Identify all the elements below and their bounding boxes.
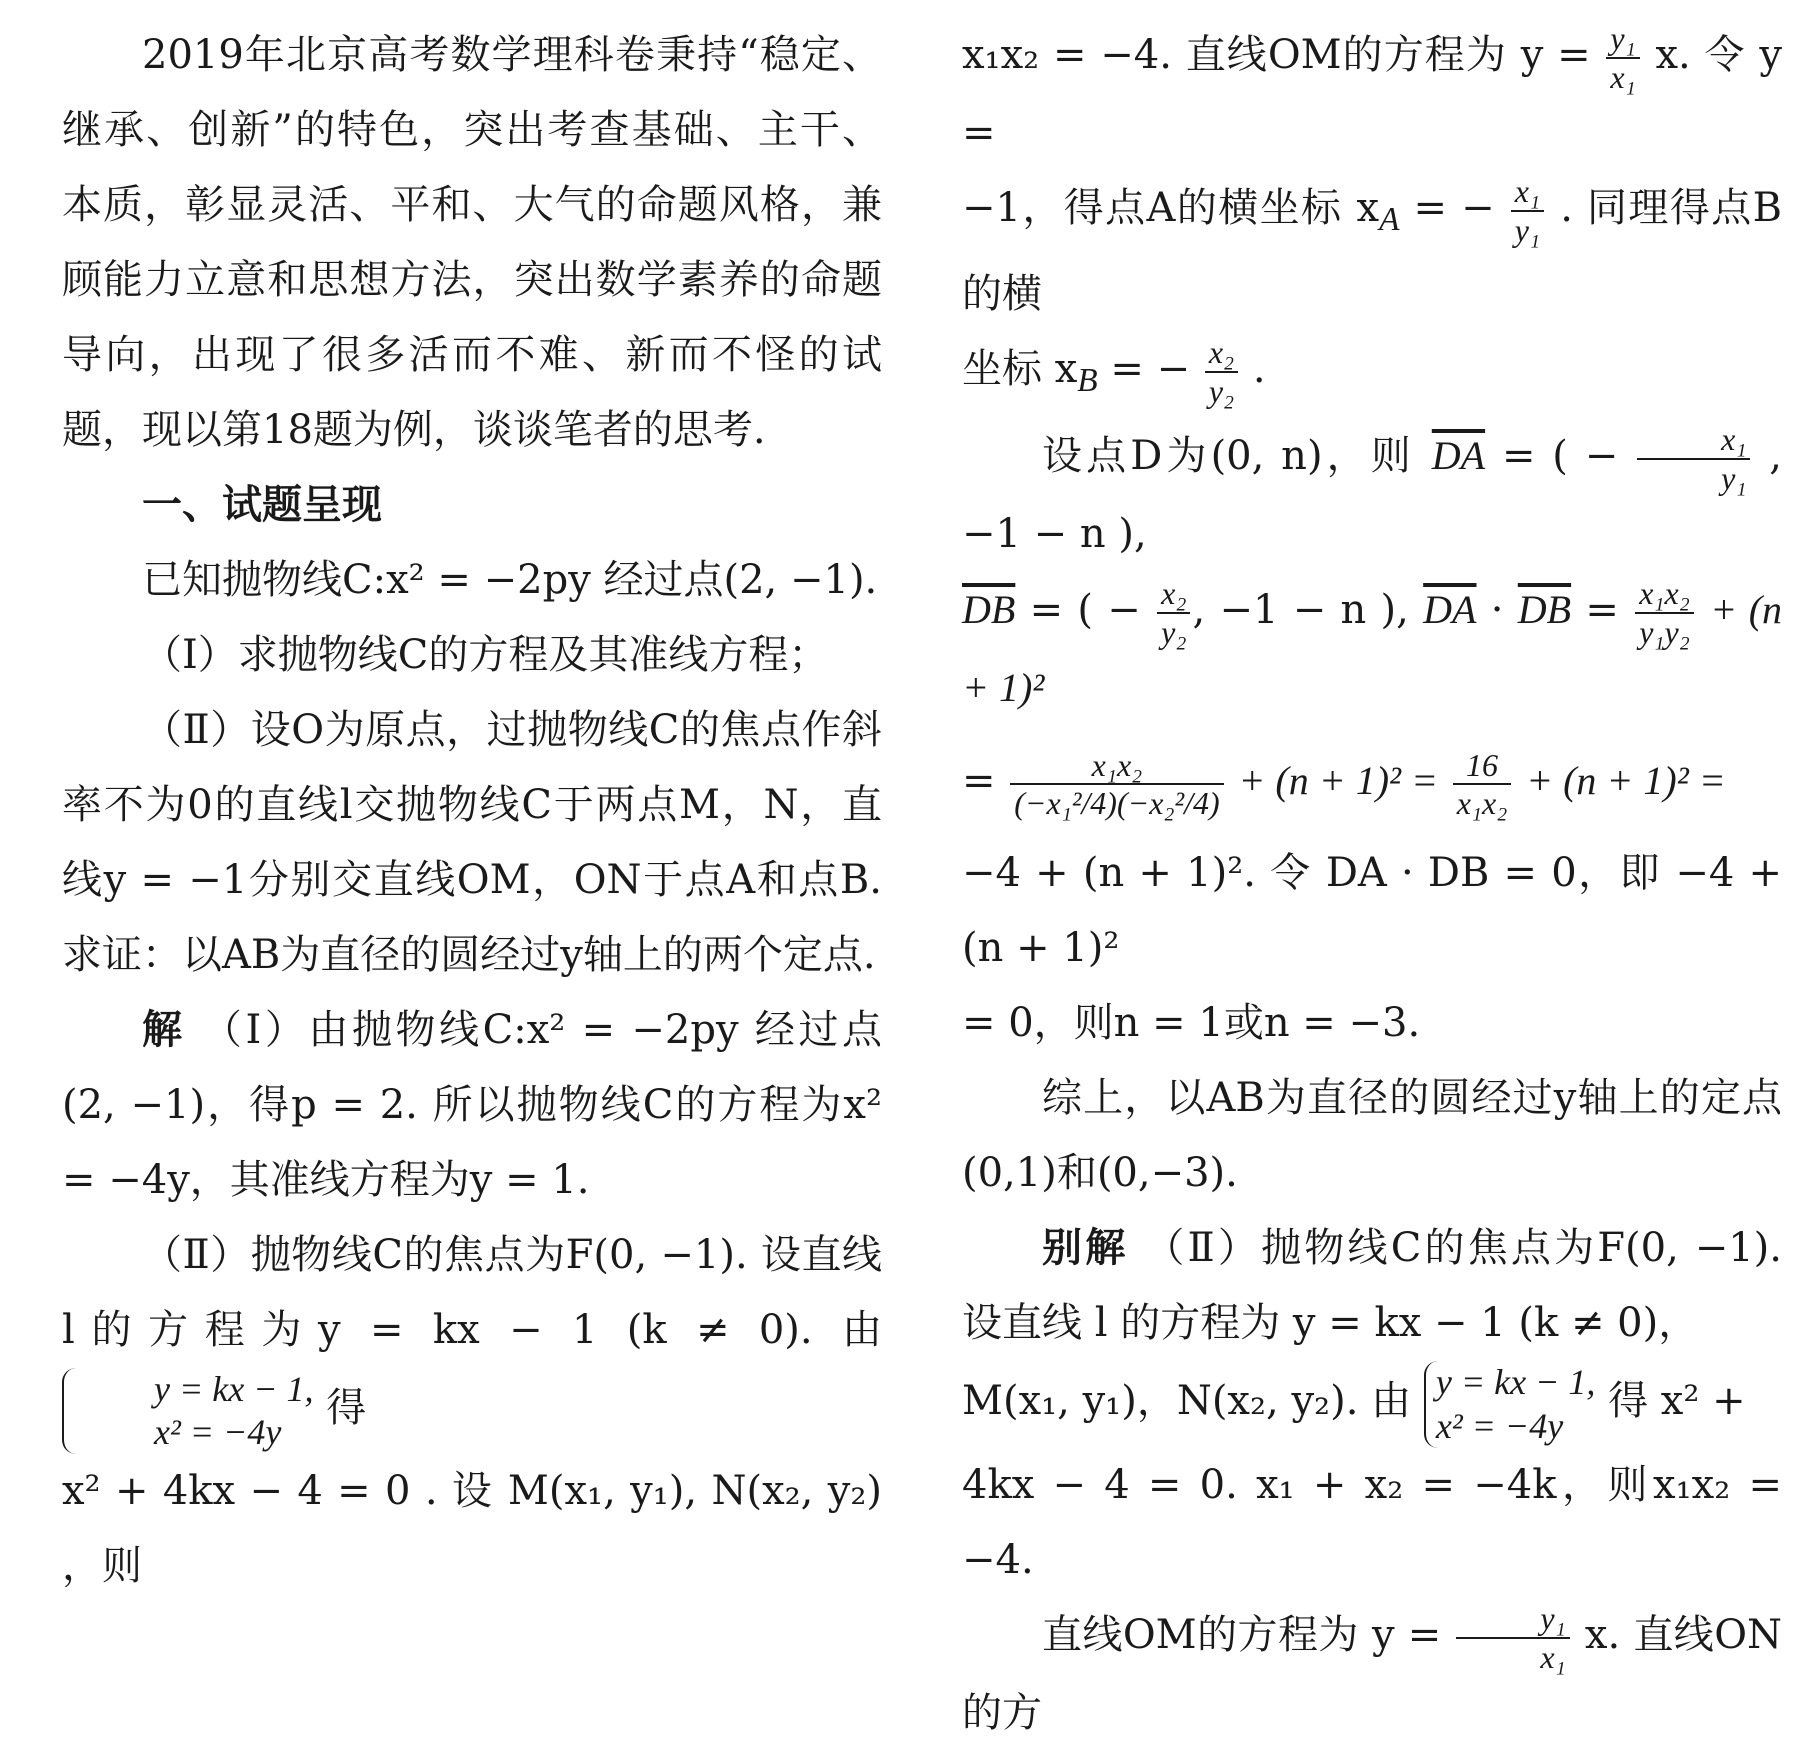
right-line-4 xyxy=(962,418,1782,572)
problem-part-2: （Ⅱ）设O为原点，过抛物线C的焦点作斜率不为0的直线l交抛物线C于两点M，N，直线y = −1分别交直线OM，ON于点A和点B.求证：以AB为直径的圆经过y轴上的两个定点. xyxy=(62,707,882,978)
vector-da: $\overline{DA}$ xyxy=(1431,432,1486,478)
right-line-6-text-b: + (n + 1)² = xyxy=(1238,758,1438,804)
fraction-y1-over-x1 xyxy=(1606,20,1639,96)
fraction-x1-over-y1 xyxy=(1511,173,1544,249)
right-line-1 xyxy=(962,18,1782,171)
solution-part-2 xyxy=(62,1218,882,1454)
right-line-3-text-b: = − xyxy=(1097,345,1191,392)
vector-db: $\overline{DB}$ xyxy=(1517,586,1572,632)
fraction-numerator: y₁ xyxy=(1606,20,1639,59)
solution-part-1 xyxy=(62,993,882,1218)
alt-line-4-text-a: 直线OM的方程为 y = xyxy=(1042,1611,1442,1658)
fraction-numerator: x₁x₂ xyxy=(1635,575,1694,614)
fraction-x2-over-y2-b xyxy=(1157,575,1190,651)
alt-line-3: 4kx − 4 = 0. x₁ + x₂ = −4k，则x₁x₂ = −4. xyxy=(962,1461,1782,1583)
problem-part-1: （Ⅰ）求抛物线C的方程及其准线方程； xyxy=(142,632,829,678)
right-line-2-text-b: = − xyxy=(1399,184,1495,231)
subscript-a: A xyxy=(1379,200,1400,238)
equation-system-b xyxy=(1424,1361,1596,1447)
section-heading: 一、试题呈现 xyxy=(142,482,382,528)
right-line-5-text-b: , −1 − n ), xyxy=(1192,586,1424,633)
solution-part-2-text-b: 得 xyxy=(326,1385,367,1432)
alt-line-2-text-a: M(x₁, y₁)，N(x₂, y₂). 由 xyxy=(962,1378,1412,1425)
fraction-numerator: x₁x₂ xyxy=(1010,747,1223,786)
right-line-1-text-b: x. 令 y = xyxy=(962,32,1782,156)
right-line-3-text-a: 坐标 x xyxy=(962,345,1078,392)
alt-solution-label: 别解 xyxy=(1042,1225,1129,1272)
right-line-7: −4 + (n + 1)². 令 DA · DB = 0，即 −4 + (n + 1)² xyxy=(962,850,1782,972)
solution-part-2-cont: x² + 4kx − 4 = 0 . 设 M(x₁, y₁), N(x₂, y₂) ，则 xyxy=(62,1468,882,1590)
right-line-5-text-e: + (n + 1)² xyxy=(962,586,1783,711)
right-line-2-text-a: −1，得点A的横坐标 x xyxy=(962,184,1380,231)
vector-db: $\overline{DB}$ xyxy=(962,586,1016,632)
right-line-4-text-a: 设点D为(0, n)，则 xyxy=(1042,432,1415,479)
fraction-denominator: y₁ xyxy=(1514,211,1541,248)
fraction-numerator: x₁ xyxy=(1511,173,1544,212)
right-line-6-text-c: + (n + 1)² = xyxy=(1526,758,1726,804)
fraction-denominator: y₁y₂ xyxy=(1639,613,1690,650)
fraction-denominator: (−x₁²/4)(−x₂²/4) xyxy=(1014,785,1220,822)
fraction-denominator: y₂ xyxy=(1208,372,1235,409)
fraction-denominator: y₁ xyxy=(1721,459,1747,496)
fraction-y1-over-x1-b xyxy=(1456,1600,1569,1676)
right-line-5-text-a: = ( − xyxy=(1015,586,1141,633)
solution-part-1-text: （Ⅰ）由抛物线C:x² = −2py 经过点(2, −1)，得p = 2. 所以抛物线C的方程为x² = −4y，其准线方程为y = 1. xyxy=(62,1007,883,1203)
fraction-16-over-x1x2 xyxy=(1453,747,1512,823)
equation-system-line-2: x² = −4y xyxy=(1435,1405,1564,1446)
subscript-b: B xyxy=(1077,361,1098,399)
fraction-numerator: x₂ xyxy=(1205,334,1238,373)
right-line-3 xyxy=(962,332,1782,418)
dot-operator: · xyxy=(1476,586,1518,633)
fraction-numerator: 16 xyxy=(1453,747,1512,786)
fraction-x2-over-y2 xyxy=(1205,334,1238,410)
right-line-5 xyxy=(962,572,1782,727)
alt-line-4 xyxy=(962,1598,1782,1751)
right-line-8: = 0，则n = 1或n = −3. xyxy=(962,1000,1421,1047)
intro-paragraph: 2019年北京高考数学理科卷秉持“稳定、继承、创新”的特色，突出考查基础、主干、本质，彰显灵活、平和、大气的命题风格，兼顾能力立意和思想方法，突出数学素养的命题导向，出现了很多活而不难、新而不怪的试题，现以第18题为例，谈谈笔者的思考. xyxy=(62,32,882,453)
solution-part-2-text-a: （Ⅱ）抛物线C的焦点为F(0, −1). 设直线l的方程为y = kx − 1 (k ≠ 0). 由 xyxy=(62,1232,882,1353)
right-line-2-text-c: . 同理得点B的横 xyxy=(962,184,1783,317)
fraction-numerator: y₁ xyxy=(1456,1600,1569,1639)
vector-da: $\overline{DA}$ xyxy=(1423,586,1477,632)
fraction-numerator: x₂ xyxy=(1157,575,1190,614)
right-line-6 xyxy=(962,726,1782,836)
alt-solution-text: （Ⅱ）抛物线C的焦点为F(0, −1). 设直线 l 的方程为 y = kx − 1 (k ≠ 0)， xyxy=(962,1225,1783,1347)
right-line-4-text-c: , −1 − n ), xyxy=(962,432,1783,557)
left-column xyxy=(62,18,882,1604)
fraction-denominator: x₁ xyxy=(1540,1638,1566,1675)
fraction-denominator: x₁x₂ xyxy=(1456,785,1508,822)
right-line-1-text-a: x₁x₂ = −4. 直线OM的方程为 y = xyxy=(962,32,1591,78)
alt-line-2 xyxy=(962,1361,1782,1447)
fraction-denominator: x₁ xyxy=(1610,59,1636,95)
fraction-big xyxy=(1010,747,1223,823)
alt-line-2-text-b: 得 x² + xyxy=(1608,1378,1746,1425)
right-line-3-text-c: . xyxy=(1252,345,1266,392)
equation-system-line-1: y = kx − 1, xyxy=(1435,1362,1596,1403)
right-line-4-text-b: = ( − xyxy=(1485,432,1619,479)
fraction-numerator: x₁ xyxy=(1637,421,1750,460)
problem-statement: 已知抛物线C:x² = −2py 经过点(2, −1). xyxy=(142,557,878,603)
equation-system-line-2: x² = −4y xyxy=(154,1412,282,1453)
fraction-x1-over-y1-b xyxy=(1637,421,1750,497)
right-line-5-text-d: = xyxy=(1571,586,1619,633)
fraction-denominator: y₂ xyxy=(1161,613,1187,650)
equation-system xyxy=(62,1368,314,1454)
equation-system-line-1: y = kx − 1, xyxy=(154,1369,314,1409)
solution-label: 解 xyxy=(142,1007,186,1053)
conclusion-paragraph: 综上，以AB为直径的圆经过y轴上的定点(0,1)和(0,−3). xyxy=(962,1075,1782,1197)
right-column xyxy=(962,18,1782,1751)
alt-line-4-text-b: x. 直线ON的方 xyxy=(962,1611,1783,1736)
right-line-2 xyxy=(962,171,1782,332)
alternative-solution xyxy=(962,1211,1782,1361)
fraction-x1x2-over-y1y2 xyxy=(1635,575,1694,651)
right-line-6-text-a: = xyxy=(962,758,996,805)
